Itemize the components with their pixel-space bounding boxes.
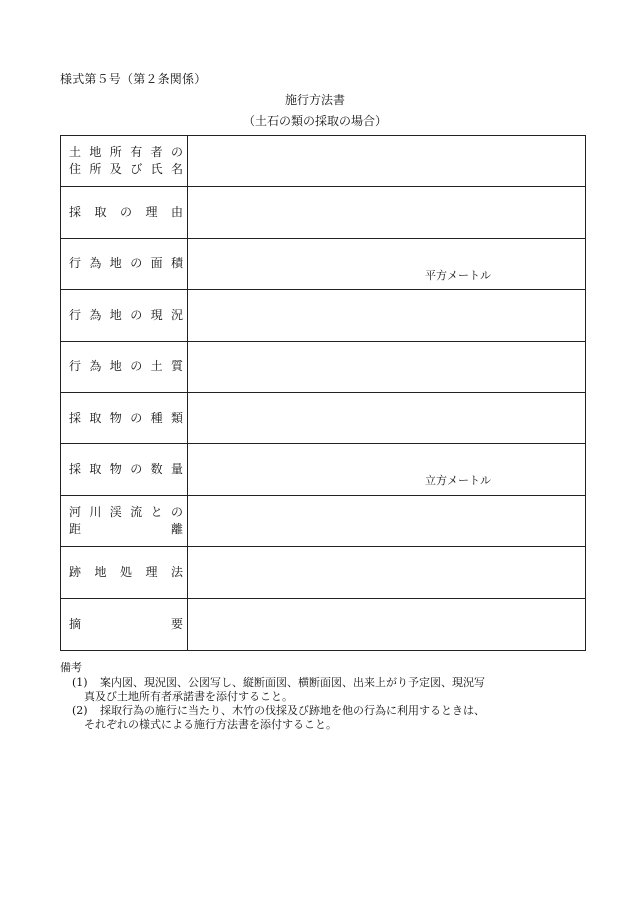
row-label: [61, 599, 188, 650]
owner-value-field[interactable]: [188, 136, 585, 186]
notes-heading: 備考: [60, 661, 82, 674]
row-label: [61, 496, 188, 546]
row-label: [61, 547, 188, 597]
row-label-line: 摘要: [69, 616, 183, 631]
site-restoration-value-field[interactable]: [188, 547, 585, 597]
row-label-line: 距離: [69, 521, 183, 536]
table-row-material-type: [61, 393, 585, 444]
table-row-soil: [61, 342, 585, 393]
table-row-quantity: [61, 444, 585, 495]
reason-value-field[interactable]: [188, 187, 585, 237]
row-label-line: 行為地の土質: [69, 359, 183, 374]
note-text: それぞれの様式による施行方法書を添付すること。: [84, 718, 337, 731]
row-label-line: 採取の理由: [69, 205, 183, 220]
row-label: [61, 239, 188, 289]
note-text: 真及び土地所有者承諾書を添付すること。: [84, 690, 293, 703]
row-label-line: 行為地の面積: [69, 256, 183, 271]
quantity-unit: 立方メートル: [425, 474, 491, 488]
table-row-reason: [61, 187, 585, 238]
note-item: [60, 676, 580, 690]
note-continuation: [60, 690, 580, 704]
note-continuation: [60, 718, 580, 732]
remarks-value-field[interactable]: [188, 599, 585, 650]
soil-value-field[interactable]: [188, 342, 585, 392]
row-label-line: 行為地の現況: [69, 307, 183, 322]
document-title: 施行方法書: [284, 93, 345, 107]
row-label-line: 土地所有者の: [69, 145, 183, 160]
table-row-area: [61, 239, 585, 290]
table-row-site-restoration: [61, 547, 585, 598]
table-row-remarks: [61, 599, 585, 650]
note-text: 採取行為の施行に当たり、木竹の伐採及び跡地を他の行為に利用するときは、: [100, 704, 485, 717]
row-label-line: 住所及び氏名: [69, 162, 183, 177]
material-type-value-field[interactable]: [188, 393, 585, 443]
area-value-field[interactable]: [188, 239, 585, 289]
row-label-line: 河川渓流との: [69, 504, 183, 519]
area-unit: 平方メートル: [425, 268, 491, 282]
note-text: 案内図、現況図、公図写し、縦断面図、横断面図、出来上がり予定図、現況写: [100, 676, 485, 689]
note-number: (2): [72, 704, 88, 717]
row-label-line: 採取物の種類: [69, 410, 183, 425]
row-label: [61, 290, 188, 340]
condition-value-field[interactable]: [188, 290, 585, 340]
river-distance-value-field[interactable]: [188, 496, 585, 546]
row-label-line: 採取物の数量: [69, 462, 183, 477]
notes-section: [60, 661, 580, 732]
quantity-value-field[interactable]: [188, 444, 585, 494]
form-number: 様式第５号（第２条関係）: [60, 72, 207, 86]
row-label: [61, 444, 188, 494]
note-number: (1): [72, 676, 88, 689]
table-row-condition: [61, 290, 585, 341]
row-label: [61, 393, 188, 443]
row-label: [61, 342, 188, 392]
document-subtitle: （土石の類の採取の場合）: [242, 114, 387, 128]
table-row-river-distance: [61, 496, 585, 547]
row-label: [61, 136, 188, 186]
table-row-owner: [61, 136, 585, 187]
row-label-line: 跡地処理法: [69, 564, 183, 579]
note-item: [60, 704, 580, 718]
form-table: [60, 135, 586, 651]
row-label: [61, 187, 188, 237]
